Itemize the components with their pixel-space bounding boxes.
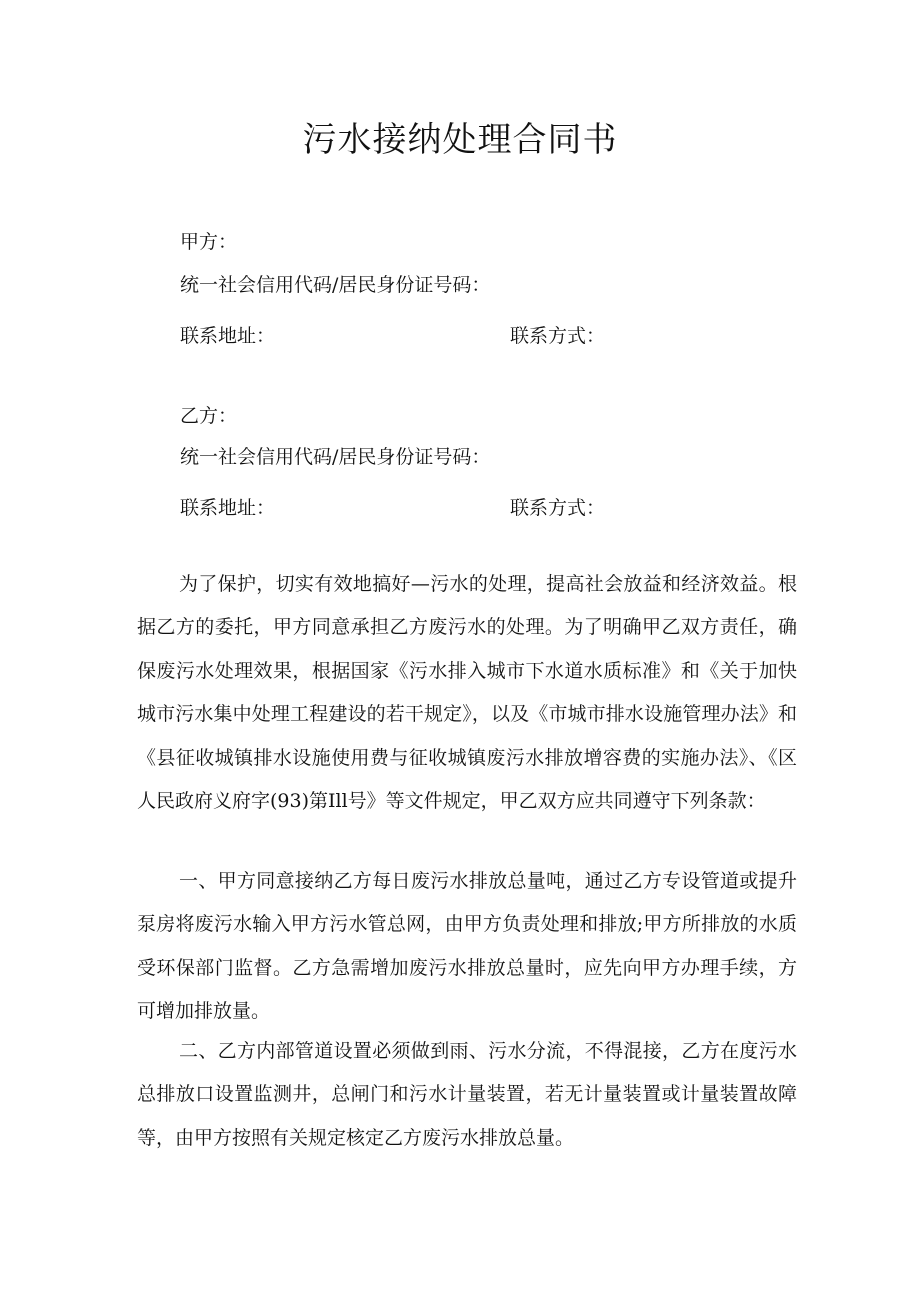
party-a-credit-code-label: 统一社会信用代码/居民身份证号码： xyxy=(180,274,491,296)
party-b-credit-code-label: 统一社会信用代码/居民身份证号码： xyxy=(180,446,491,468)
party-a-address-label: 联系地址： xyxy=(180,325,276,347)
clause-one-paragraph: 一、甲方同意接纳乙方每日废污水排放总量吨，通过乙方专设管道或提升泵房将废污水输入甲方污水管总网，由甲方负责处理和排放;甲方所排放的水质受环保部门监督。乙方急需增加废污水排放总量时，应先向甲方办理手续，方可增加排放量。 xyxy=(137,870,797,1023)
preamble-paragraph: 为了保护，切实有效地搞好—污水的处理，提高社会放益和经济效益。根据乙方的委托，甲方同意承担乙方废污水的处理。为了明确甲乙双方责任，确保废污水处理效果，根据国家《污水排入城市下水道水质标准》和《关于加快城市污水集中处理工程建设的若干规定》，以及《市城市排水设施管理办法》和《县征收城镇排水设施使用费与征收城镇废污水排放增容费的实施办法》、《区人民政府义府字(93)第Ill号》等文件规定，甲乙双方应共同遵守下列条款： xyxy=(137,573,797,813)
party-b-address-label: 联系地址： xyxy=(180,497,276,519)
document-title: 污水接纳处理合同书 xyxy=(302,120,618,160)
party-a-contact-label: 联系方式： xyxy=(510,325,606,347)
clause-two-paragraph: 二、乙方内部管道设置必须做到雨、污水分流，不得混接，乙方在度污水总排放口设置监测井，总闸门和污水计量装置，若无计量装置或计量装置故障等，由甲方按照有关规定核定乙方废污水排放总量。 xyxy=(137,1040,797,1149)
party-b-contact-label: 联系方式： xyxy=(510,497,606,519)
party-a-name-label: 甲方： xyxy=(180,231,238,253)
party-b-name-label: 乙方： xyxy=(180,405,238,427)
